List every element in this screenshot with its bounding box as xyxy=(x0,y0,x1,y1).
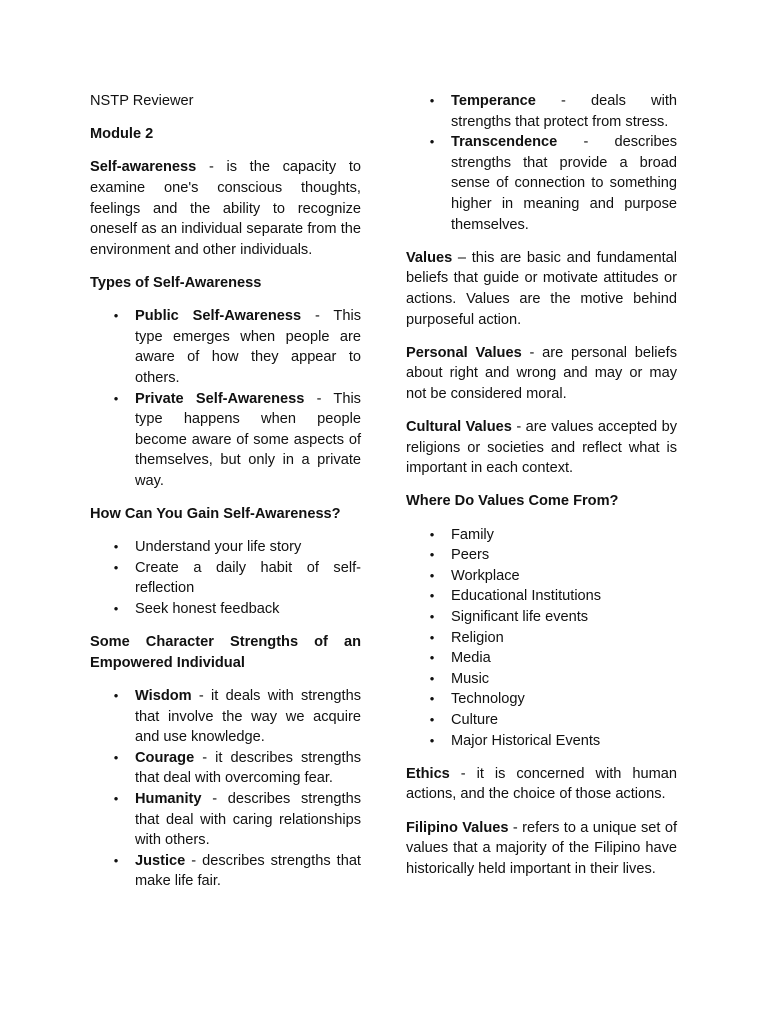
left-column xyxy=(90,91,361,905)
bullet-icon: • xyxy=(113,601,119,617)
list-item xyxy=(406,586,677,607)
values-source: Culture xyxy=(451,712,499,728)
ethics-paragraph xyxy=(406,764,677,805)
values-source: Media xyxy=(451,650,491,667)
document-title: NSTP Reviewer xyxy=(90,93,194,109)
list-item xyxy=(90,748,361,789)
strength-term: Temperance xyxy=(451,93,536,109)
types-list xyxy=(90,306,361,491)
cultural-values-paragraph xyxy=(406,417,677,479)
filipino-values-desc: - refers to a unique set of values that a majority of the Filipino have historically held important in their lives. xyxy=(406,819,677,877)
list-item xyxy=(90,389,361,492)
strengths-heading: Some Character Strengths of an Empowered Individual xyxy=(90,634,361,671)
cultural-values-desc: - are values accepted by religions or societies and reflect what is important in each context. xyxy=(406,419,677,477)
bullet-icon: • xyxy=(113,390,119,406)
bullet-icon: • xyxy=(429,732,435,748)
module-heading: Module 2 xyxy=(90,126,154,143)
values-source: Significant life events xyxy=(451,609,589,626)
list-item xyxy=(406,545,677,566)
gain-item: Understand your life story xyxy=(135,539,302,556)
list-item xyxy=(406,525,677,546)
cultural-values-term: Cultural Values xyxy=(406,419,512,436)
values-paragraph xyxy=(406,248,677,330)
values-source: Major Historical Events xyxy=(451,732,601,749)
type-desc: - This type happens when people become aware of some aspects of themselves, but only in a private way. xyxy=(135,390,361,489)
filipino-values-term: Filipino Values xyxy=(406,819,509,836)
values-from-heading: Where Do Values Come From? xyxy=(406,493,619,510)
type-desc: - This type emerges when people are aware of how they appear to others. xyxy=(135,308,361,386)
bullet-icon: • xyxy=(429,712,435,727)
self-awareness-term: Self-awareness xyxy=(90,159,197,176)
list-item xyxy=(90,537,361,558)
strengths-list-part2 xyxy=(406,91,677,235)
bullet-icon: • xyxy=(429,547,435,563)
list-item xyxy=(90,789,361,851)
values-from-list xyxy=(406,525,677,752)
strength-desc: - describes strengths that make life fair. xyxy=(135,852,361,890)
strength-term: Wisdom xyxy=(135,688,192,704)
type-term: Public Self-Awareness xyxy=(135,308,302,325)
bullet-icon: • xyxy=(113,688,119,703)
bullet-icon: • xyxy=(429,134,435,150)
list-item xyxy=(406,607,677,628)
list-item xyxy=(90,306,361,388)
values-source: Technology xyxy=(451,691,525,708)
values-source: Educational Institutions xyxy=(451,588,602,605)
bullet-icon: • xyxy=(113,790,119,806)
values-source: Peers xyxy=(451,547,490,564)
bullet-icon: • xyxy=(429,670,435,686)
list-item xyxy=(406,731,677,752)
bullet-icon: • xyxy=(113,852,119,868)
list-item xyxy=(90,851,361,892)
values-desc: – this are basic and fundamental beliefs that guide or motivate attitudes or actions. Values are the motive behind purposeful action. xyxy=(406,249,677,328)
strength-desc: - it describes strengths that deal with overcoming fear. xyxy=(135,749,361,787)
gain-list xyxy=(90,537,361,619)
strength-desc: - describes strengths that deal with caring relationships with others. xyxy=(135,790,361,849)
types-heading: Types of Self-Awareness xyxy=(90,274,262,291)
type-term: Private Self-Awareness xyxy=(135,390,305,407)
strength-desc: - describes strengths that provide a broad sense of connection to something higher in meaning and purpose themselves. xyxy=(451,134,677,233)
gain-item: Create a daily habit of self-reflection xyxy=(135,559,361,597)
filipino-values-paragraph xyxy=(406,818,677,880)
self-awareness-definition: - is the capacity to examine one's conscious thoughts, feelings and the ability to recognize oneself as an individual separate from the environment and other individuals. xyxy=(90,159,361,258)
ethics-desc: - it is concerned with human actions, and the choice of those actions. xyxy=(406,765,677,803)
list-item xyxy=(406,689,677,710)
values-term: Values xyxy=(406,249,453,266)
bullet-icon: • xyxy=(429,567,435,583)
strength-desc: - deals with strengths that protect from stress. xyxy=(451,93,677,130)
bullet-icon: • xyxy=(113,749,119,765)
list-item xyxy=(406,710,677,731)
personal-values-desc: - are personal beliefs about right and wrong and may or may not be considered moral. xyxy=(406,344,677,402)
right-column xyxy=(406,91,677,892)
bullet-icon: • xyxy=(429,588,435,604)
bullet-icon: • xyxy=(429,93,435,108)
list-item xyxy=(406,91,677,132)
gain-heading: How Can You Gain Self-Awareness? xyxy=(90,506,341,523)
list-item xyxy=(406,669,677,690)
personal-values-paragraph xyxy=(406,343,677,405)
bullet-icon: • xyxy=(429,650,435,666)
bullet-icon: • xyxy=(113,559,119,575)
list-item xyxy=(90,686,361,748)
personal-values-term: Personal Values xyxy=(406,344,522,361)
values-source: Workplace xyxy=(451,567,520,584)
strength-term: Courage xyxy=(135,749,195,766)
bullet-icon: • xyxy=(429,609,435,625)
self-awareness-paragraph xyxy=(90,157,361,260)
strength-term: Justice xyxy=(135,852,186,869)
bullet-icon: • xyxy=(429,629,435,645)
bullet-icon: • xyxy=(429,526,435,542)
bullet-icon: • xyxy=(113,539,119,555)
list-item xyxy=(406,132,677,235)
strength-term: Humanity xyxy=(135,790,202,807)
list-item xyxy=(90,599,361,620)
values-source: Religion xyxy=(451,629,504,646)
ethics-term: Ethics xyxy=(406,765,450,782)
values-source: Music xyxy=(451,670,490,687)
strengths-list-part1 xyxy=(90,686,361,892)
bullet-icon: • xyxy=(429,691,435,707)
gain-item: Seek honest feedback xyxy=(135,601,280,618)
list-item xyxy=(90,558,361,599)
values-source: Family xyxy=(451,526,494,543)
strength-term: Transcendence xyxy=(451,134,558,151)
list-item xyxy=(406,566,677,587)
list-item xyxy=(406,648,677,669)
list-item xyxy=(406,628,677,649)
strength-desc: - it deals with strengths that involve the way we acquire and use knowledge. xyxy=(135,688,361,746)
bullet-icon: • xyxy=(113,308,119,324)
